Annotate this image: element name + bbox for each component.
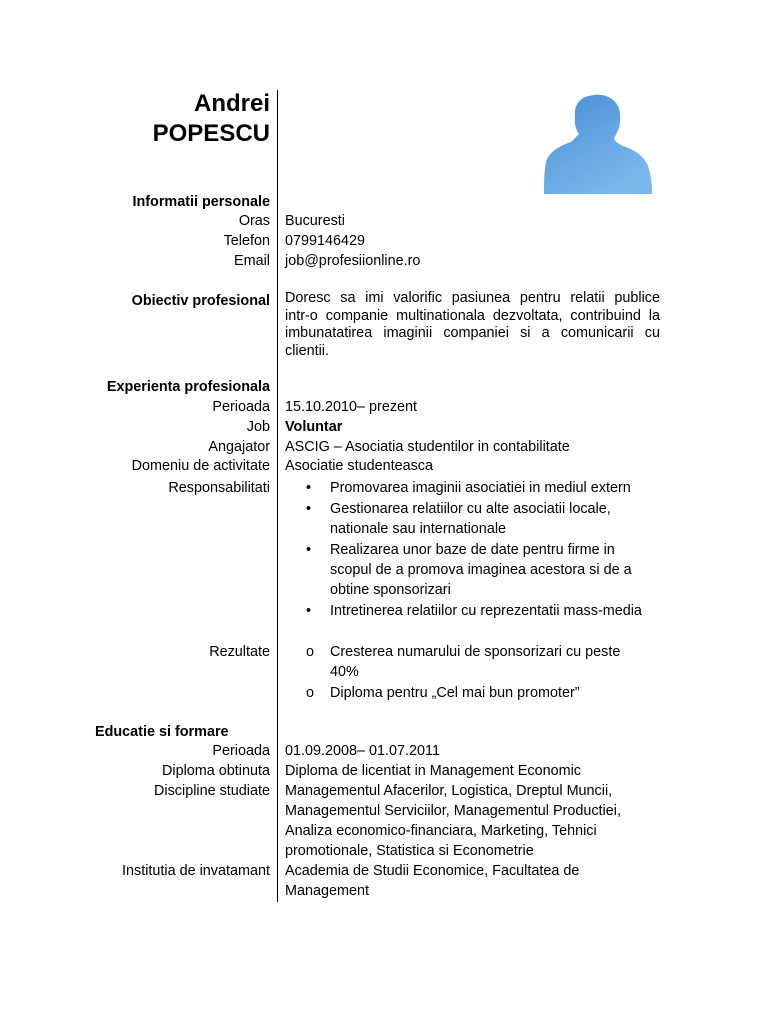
education-heading: Educatie si formare bbox=[95, 724, 229, 740]
objective-heading: Obiectiv profesional bbox=[131, 293, 270, 309]
disciplines-line: Managementul Serviciilor, Managementul Productiei, bbox=[285, 803, 621, 819]
last-name: POPESCU bbox=[152, 120, 270, 147]
list-item-text: obtine sponsorizari bbox=[330, 582, 451, 598]
list-item-text: Gestionarea relatiilor cu alte asociatii locale, bbox=[330, 501, 611, 517]
responsibilities-list bbox=[300, 478, 670, 622]
phone-label: Telefon bbox=[223, 233, 270, 249]
institution-line: Management bbox=[285, 883, 369, 899]
objective-text bbox=[285, 290, 660, 360]
disciplines-line: promotionale, Statistica si Econometrie bbox=[285, 843, 534, 859]
disciplines-line: Managementul Afacerilor, Logistica, Dreptul Muncii, bbox=[285, 783, 613, 799]
institution-line: Academia de Studii Economice, Facultatea de bbox=[285, 863, 580, 879]
bullet-icon: • bbox=[306, 542, 312, 558]
list-item-text: Cresterea numarului de sponsorizari cu peste bbox=[330, 644, 621, 660]
personal-info-heading: Informatii personale bbox=[132, 194, 270, 210]
vertical-divider bbox=[277, 90, 278, 902]
circle-bullet-icon: o bbox=[306, 644, 315, 660]
objective-line: intr-o companie multinationala dezvoltata, contribuind la bbox=[285, 307, 660, 324]
circle-bullet-icon: o bbox=[306, 685, 315, 701]
list-item-text: Promovarea imaginii asociatiei in mediul extern bbox=[330, 480, 631, 496]
employer-value: ASCIG – Asociatia studentilor in contabilitate bbox=[285, 439, 570, 455]
bullet-icon: • bbox=[306, 501, 312, 517]
job-value: Voluntar bbox=[285, 419, 343, 435]
person-silhouette-icon bbox=[543, 94, 653, 194]
responsibilities-label: Responsabilitati bbox=[168, 480, 270, 496]
phone-value: 0799146429 bbox=[285, 233, 366, 249]
list-item-text: Realizarea unor baze de date pentru firme in bbox=[330, 542, 615, 558]
domain-value: Asociatie studenteasca bbox=[285, 458, 433, 474]
list-item-text: scopul de a promova imaginea acestora si de a bbox=[330, 562, 632, 578]
list-item-text: nationale sau internationale bbox=[330, 521, 507, 537]
results-list bbox=[300, 642, 670, 704]
experience-period-label: Perioada bbox=[212, 399, 270, 415]
objective-line: Doresc sa imi valorific pasiunea pentru relatii publice bbox=[285, 290, 660, 306]
disciplines-label: Discipline studiate bbox=[154, 783, 270, 799]
list-item-text: Diploma pentru „Cel mai bun promoter” bbox=[330, 685, 580, 701]
list-item bbox=[300, 540, 670, 600]
email-label: Email bbox=[234, 253, 270, 269]
institution-label: Institutia de invatamant bbox=[122, 863, 270, 879]
bullet-icon: • bbox=[306, 603, 312, 619]
bullet-icon: • bbox=[306, 480, 312, 496]
objective-line: imbunatatirea imaginii companiei si a comunicarii cu bbox=[285, 325, 660, 341]
disciplines-line: Analiza economico-financiara, Marketing, Tehnici bbox=[285, 823, 597, 839]
list-item-text: 40% bbox=[330, 664, 359, 680]
email-value: job@profesiionline.ro bbox=[285, 253, 421, 269]
experience-heading: Experienta profesionala bbox=[106, 379, 270, 395]
list-item-text: Intretinerea relatiilor cu reprezentatii mass-media bbox=[330, 603, 642, 619]
list-item bbox=[300, 601, 670, 621]
education-period-label: Perioada bbox=[212, 743, 270, 759]
list-item bbox=[300, 478, 670, 498]
objective-line: clientii. bbox=[285, 342, 329, 359]
list-item bbox=[300, 683, 670, 703]
city-value: Bucuresti bbox=[285, 213, 345, 229]
domain-label: Domeniu de activitate bbox=[131, 458, 270, 474]
diploma-label: Diploma obtinuta bbox=[162, 763, 270, 779]
job-label: Job bbox=[246, 419, 270, 435]
experience-period-value: 15.10.2010– prezent bbox=[285, 399, 418, 415]
list-item bbox=[300, 642, 670, 682]
city-label: Oras bbox=[238, 213, 270, 229]
results-label: Rezultate bbox=[209, 644, 270, 660]
list-item bbox=[300, 499, 670, 539]
education-period-value: 01.09.2008– 01.07.2011 bbox=[285, 743, 440, 759]
diploma-value: Diploma de licentiat in Management Economic bbox=[285, 763, 581, 779]
disciplines-value bbox=[285, 781, 655, 861]
institution-value bbox=[285, 861, 655, 901]
first-name: Andrei bbox=[193, 90, 270, 117]
employer-label: Angajator bbox=[208, 439, 270, 455]
